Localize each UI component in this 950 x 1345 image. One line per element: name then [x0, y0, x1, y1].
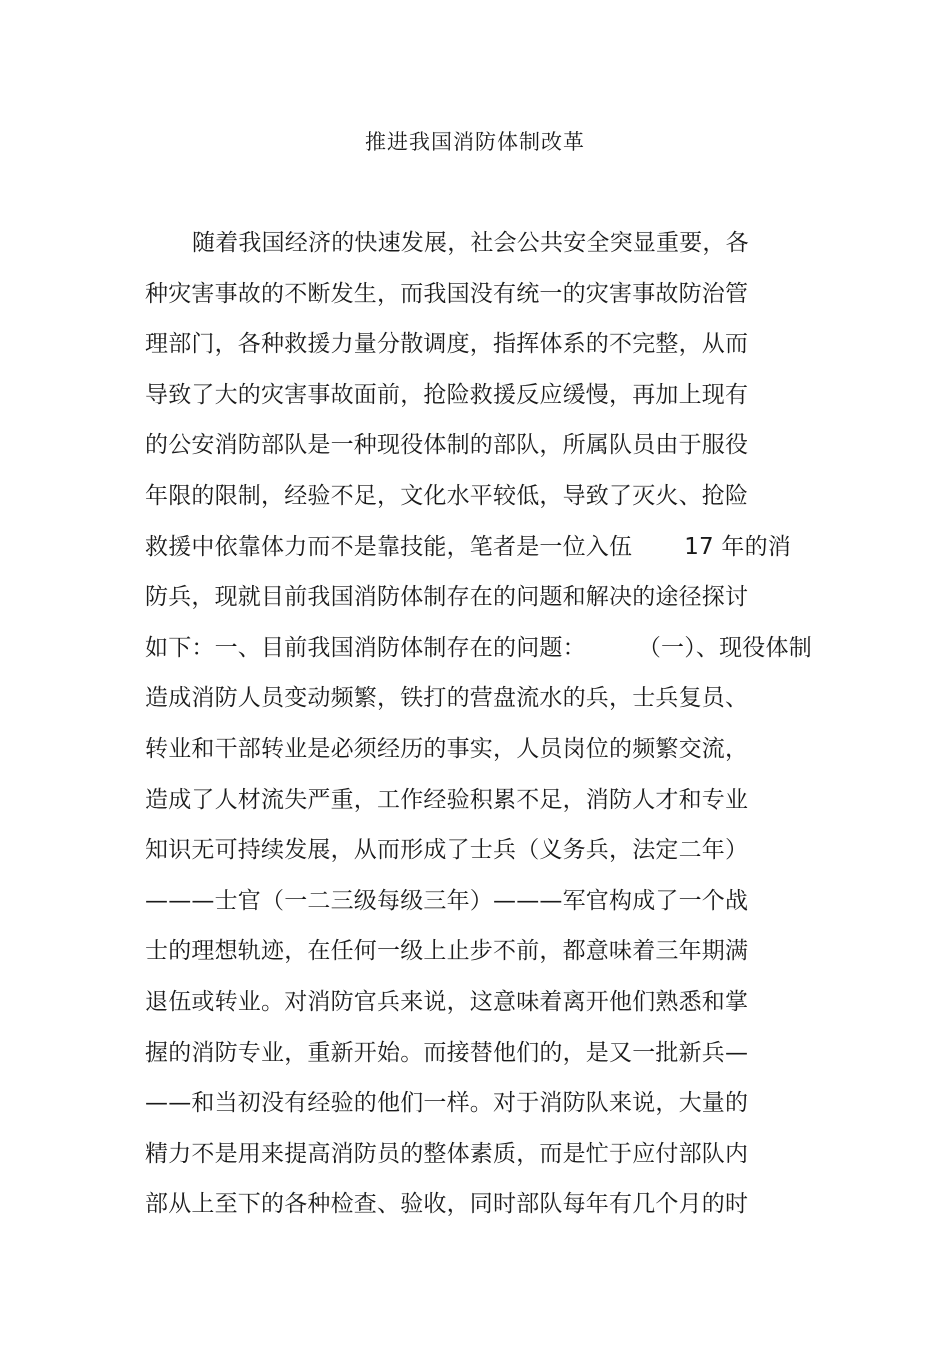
text-line: 部从上至下的各种检查、验收，同时部队每年有几个月的时: [145, 1191, 749, 1218]
text-line: 造成了人材流失严重，工作经验积累不足，消防人才和专业: [145, 786, 749, 813]
text-line: 握的消防专业，重新开始。而接替他们的，是又一批新兵—: [145, 1039, 749, 1066]
text-line: 转业和干部转业是必须经历的事实，人员岗位的频繁交流，: [145, 735, 749, 762]
text-line: ———士官（一二三级每级三年）———军官构成了一个战: [145, 887, 749, 914]
text-line: 种灾害事故的不断发生，而我国没有统一的灾害事故防治管: [145, 280, 749, 307]
text-line: 的公安消防部队是一种现役体制的部队，所属队员由于服役: [145, 432, 749, 459]
text-line: [145, 631, 812, 682]
text-line: 知识无可持续发展，从而形成了士兵（义务兵，法定二年）: [145, 837, 749, 864]
text-line: 精力不是用来提高消防员的整体素质，而是忙于应付部队内: [145, 1140, 749, 1167]
text-line: 士的理想轨迹，在任何一级上止步不前，都意味着三年期满: [145, 938, 749, 965]
body-text: [145, 226, 812, 1238]
text-line: 防兵，现就目前我国消防体制存在的问题和解决的途径探讨: [145, 584, 749, 611]
document-title: 推进我国消防体制改革: [365, 130, 585, 154]
text-segment: （一）、现役体制: [637, 634, 812, 661]
text-segment: 救援中依靠体力而不是靠技能，笔者是一位入伍: [145, 533, 633, 560]
text-line: ——和当初没有经验的他们一样。对于消防队来说，大量的: [145, 1090, 749, 1117]
text-line: 随着我国经济的快速发展，社会公共安全突显重要，各: [192, 230, 749, 256]
text-line: 造成消防人员变动频繁，铁打的营盘流水的兵，士兵复员、: [145, 685, 749, 712]
text-line: 退伍或转业。对消防官兵来说，这意味着离开他们熟悉和掌: [145, 988, 749, 1015]
text-segment: 17 年的消: [684, 533, 791, 560]
text-line: 导致了大的灾害事故面前，抢险救援反应缓慢，再加上现有: [145, 381, 749, 408]
text-line: [145, 530, 805, 581]
text-line: 理部门，各种救援力量分散调度，指挥体系的不完整，从而: [145, 331, 749, 358]
text-line: 年限的限制，经验不足，文化水平较低，导致了灭火、抢险: [145, 482, 749, 509]
text-segment: 如下：一、目前我国消防体制存在的问题：: [145, 634, 586, 661]
